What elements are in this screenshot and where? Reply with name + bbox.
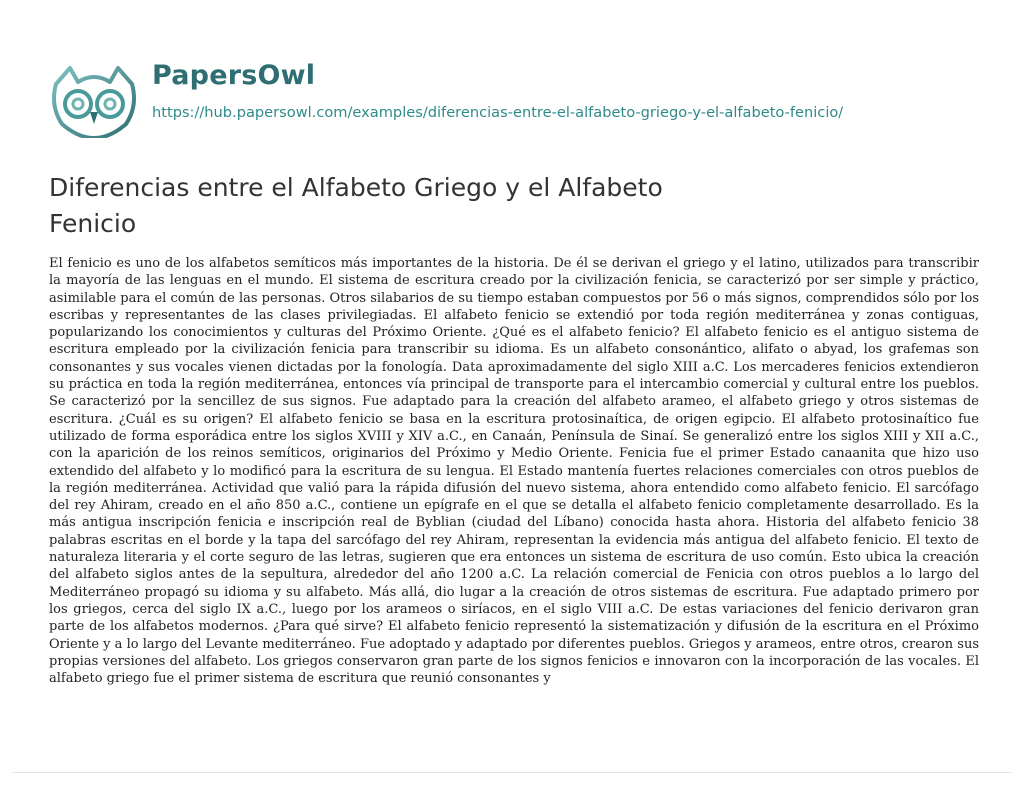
- owl-logo-icon[interactable]: [48, 66, 140, 138]
- brand-name[interactable]: PapersOwl: [152, 60, 316, 91]
- document-title: Diferencias entre el Alfabeto Griego y el Alfabeto Fenicio: [49, 173, 663, 238]
- footer-divider: [12, 772, 1012, 773]
- owl-logo-icon-graphic: [48, 66, 140, 138]
- source-url-link[interactable]: https://hub.papersowl.com/examples/diferencias-entre-el-alfabeto-griego-y-el-alfabeto-fenicio/: [152, 104, 844, 121]
- site-header: [48, 50, 988, 140]
- document-body: El fenicio es uno de los alfabetos semíticos más importantes de la historia. De él se derivan el griego y el latino, utilizados para transcribir la mayoría de las lenguas en el mundo. El sistema de escritura creado por la civilización fenicia, se caracterizó por ser simple y práctico, asimilable para el común de las personas. Otros silabarios de su tiempo estaban compuestos por 56 o más signos, comprendidos sólo por los escribas y representantes de las clases privilegiadas. El alfabeto fenicio se extendió por toda región mediterránea y zonas contiguas, popularizando los conocimientos y culturas del Próximo Oriente. ¿Qué es el alfabeto fenicio? El alfabeto fenicio es el antiguo sistema de escritura empleado por la civilización fenicia para transcribir su idioma. Es un alfabeto consonántico, alifato o abyad, los grafemas son consonantes y sus vocales vienen dictadas por la fonología. Data aproximadamente del siglo XIII a.C. Los mercaderes fenicios extendieron su práctica en toda la región mediterránea, entonces vía principal de transporte para el intercambio comercial y cultural entre los pueblos. Se caracterizó por la sencillez de sus signos. Fue adaptado para la creación del alfabeto arameo, el alfabeto griego y otros sistemas de escritura. ¿Cuál es su origen? El alfabeto fenicio se basa en la escritura protosinaítica, de origen egipcio. El alfabeto protosinaítico fue utilizado de forma esporádica entre los siglos XVIII y XIV a.C., en Canaán, Península de Sinaí. Se generalizó entre los siglos XIII y XII a.C., con la aparición de los reinos semíticos, originarios del Próximo y Medio Oriente. Fenicia fue el primer Estado canaanita que hizo uso extendido del alfabeto y lo modificó para la escritura de su lengua. El Estado mantenía fuertes relaciones comerciales con otros pueblos de la región mediterránea. Actividad que valió para la rápida difusión del nuevo sistema, ahora entendido como alfabeto fenicio. El sarcófago del rey Ahiram, creado en el año 850 a.C., contiene un epígrafe en el que se detalla el alfabeto fenicio completamente desarrollado. Es la más antigua inscripción fenicia e inscripción real de Byblian (ciudad del Líbano) conocida hasta ahora. Historia del alfabeto fenicio 38 palabras escritas en el borde y la tapa del sarcófago del rey Ahiram, representan la evidencia más antigua del alfabeto fenicio. El texto de naturaleza literaria y el corte seguro de las letras, sugieren que era entonces un sistema de escritura de uso común. Esto ubica la creación del alfabeto siglos antes de la sepultura, alrededor del año 1200 a.C. La relación comercial de Fenicia con otros pueblos a lo largo del Mediterráneo propagó su idioma y su alfabeto. Más allá, dio lugar a la creación de otros sistemas de escritura. Fue adaptado primero por los griegos, cerca del siglo IX a.C., luego por los arameos o siríacos, en el siglo VIII a.C. De estas variaciones del fenicio derivaron gran parte de los alfabetos modernos. ¿Para qué sirve? El alfabeto fenicio representó la sistematización y difusión de la escritura en el Próximo Oriente y a lo largo del Levante mediterráneo. Fue adoptado y adaptado por diferentes pueblos. Griegos y arameos, entre otros, crearon sus propias versiones del alfabeto. Los griegos conservaron gran parte de los signos fenicios e innovaron con la incorporación de las vocales. El alfabeto griego fue el primer sistema de escritura que reunió consonantes y: [49, 256, 979, 687]
